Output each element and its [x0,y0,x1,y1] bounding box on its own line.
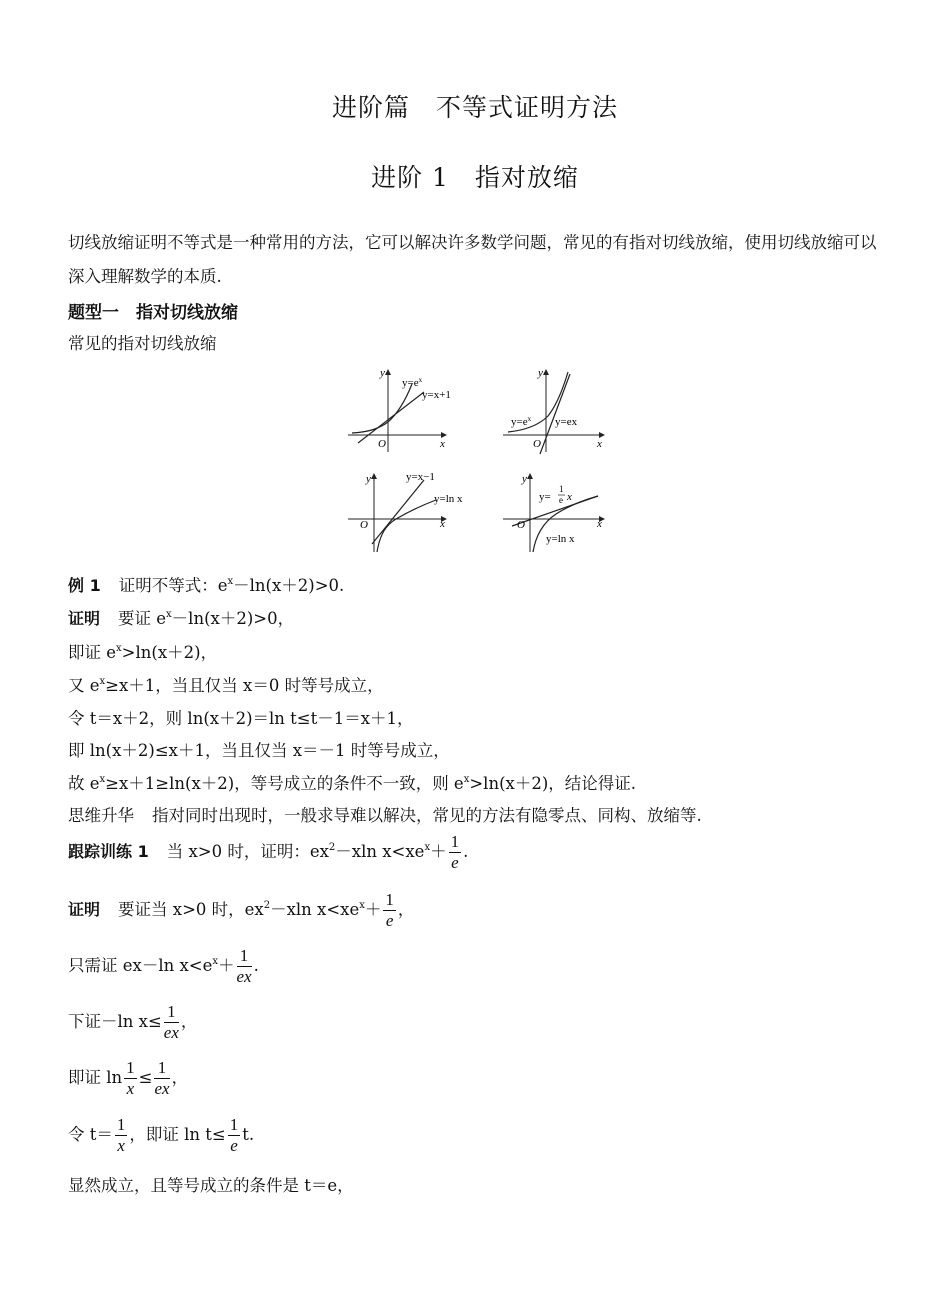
line-label: y=ex [555,416,578,428]
line-label-num: 1 [559,484,564,494]
proof-label: 证明 [68,609,101,628]
proof2-line-1: 证明 要证当 x>0 时，$ex^2-xln$ $x<xe^x+$ $\frac{1}{e}$ ， [68,890,415,930]
origin-label: O [533,438,541,450]
fraction: $\frac{1}{x}$ [116,1115,126,1155]
origin-label: O [378,438,386,450]
section-title: 进阶 1 指对放缩 [371,163,579,192]
curve-label: y=ln x [434,493,463,505]
graph-ln-x-minus-1 [348,471,463,552]
graph-exp-ex [503,367,604,454]
proof2-line-2: 只需证 ex－ln $x<e^x+$ $\frac{1}{ex}$ . [68,946,259,986]
tangent-line [540,374,570,454]
fraction: $\frac{1}{e}$ [385,890,394,930]
fraction: $\frac{1}{x}$ [126,1058,135,1098]
y-axis-label: y [522,473,527,485]
graph-ln-x-over-e [503,473,604,552]
x-axis-label: x [440,518,445,530]
x-axis-label: x [597,518,602,530]
x-axis-label: x [597,438,602,450]
graph-exp-x-plus-1 [348,367,451,452]
line-label: y= [539,491,551,503]
line-label: y=x−1 [406,471,435,483]
fraction: $\frac{1}{ex}$ [154,1058,170,1098]
line-label-var: x [567,491,572,503]
curve-label: $y=e^x$ [511,415,532,428]
intro-paragraph: 切线放缩证明不等式是一种常用的方法，它可以解决许多数学问题，常见的有指对切线放缩，使用切线放缩可以深入理解数学的本质. [68,233,877,286]
topic-heading: 题型一 指对切线放缩 [68,303,238,323]
y-axis-label: y [380,367,385,379]
proof2-line-4: 即证 ln $\frac{1}{x}$ ≤ $\frac{1}{ex}$ ， [68,1058,189,1098]
proof2-line-6: 显然成立，且等号成立的条件是 t＝e， [68,1176,354,1195]
tangent-line [372,480,424,544]
proof1-line-1: 证明 要证 $e^x-\ln(x+2)>0$， [68,609,295,628]
origin-label: O [517,519,525,531]
fraction: $\frac{1}{e}$ [229,1115,239,1155]
line-label-den: e [559,495,563,505]
y-axis-label: y [366,473,371,485]
line-label: y=x+1 [422,389,451,401]
page-title: 进阶篇 不等式证明方法 [331,93,618,122]
fraction: $\frac{1}{ex}$ [236,946,252,986]
proof2-line-3: 下证－ln x≤ $\frac{1}{ex}$ ， [68,1002,198,1042]
curve-label: $y=e^x$ [402,376,423,389]
insight-line: 思维升华 指对同时出现时，一般求导难以解决，常见的方法有隐零点、同构、放缩等. [68,806,702,825]
proof1-line-2: 即证 $e^x>\ln(x+2)$， [68,643,218,662]
figure-caption: 常见的指对切线放缩 [68,334,217,353]
fraction: $\frac{1}{ex}$ [163,1002,179,1042]
curve-label: y=ln x [546,533,575,545]
insight-label: 思维升华 [68,806,134,825]
exercise-1: 跟踪训练 1 当 x>0 时，证明：$ex^2-xln$ $x<xe^x+$ $\frac{1}{e}$ . [68,832,469,872]
example-label: 例 1 [68,576,101,595]
origin-label: O [360,519,368,531]
proof1-line-4: 令 t＝x＋2，则 ln(x＋2)＝ln t≤t－1＝x＋1， [68,709,414,728]
x-axis-label: x [440,438,445,450]
example-1: 例 1 证明不等式：$e^x-\ln(x+2)>0$. [68,576,345,595]
tangent-graphs-figure [340,362,620,558]
proof1-line-3: 又 $e^x\ge x+1$，当且仅当 x＝0 时等号成立， [68,676,384,695]
ln-curve [377,500,436,552]
exercise-label: 跟踪训练 1 [68,842,149,861]
proof1-line-5: 即 ln(x＋2)≤x＋1，当且仅当 x＝－1 时等号成立， [68,741,450,760]
proof2-line-5: 令 t＝ $\frac{1}{x}$ ，即证 ln t≤ $\frac{1}{e}$ t. [68,1115,255,1155]
proof-label: 证明 [68,900,101,919]
fraction: $\frac{1}{e}$ [450,832,460,872]
y-axis-label: y [538,367,543,379]
proof1-line-6: 故 $e^x\ge x+1\ge\ln(x+2)$，等号成立的条件不一致，则 $e^x>\ln(x+2)$，结论得证. [68,774,636,793]
